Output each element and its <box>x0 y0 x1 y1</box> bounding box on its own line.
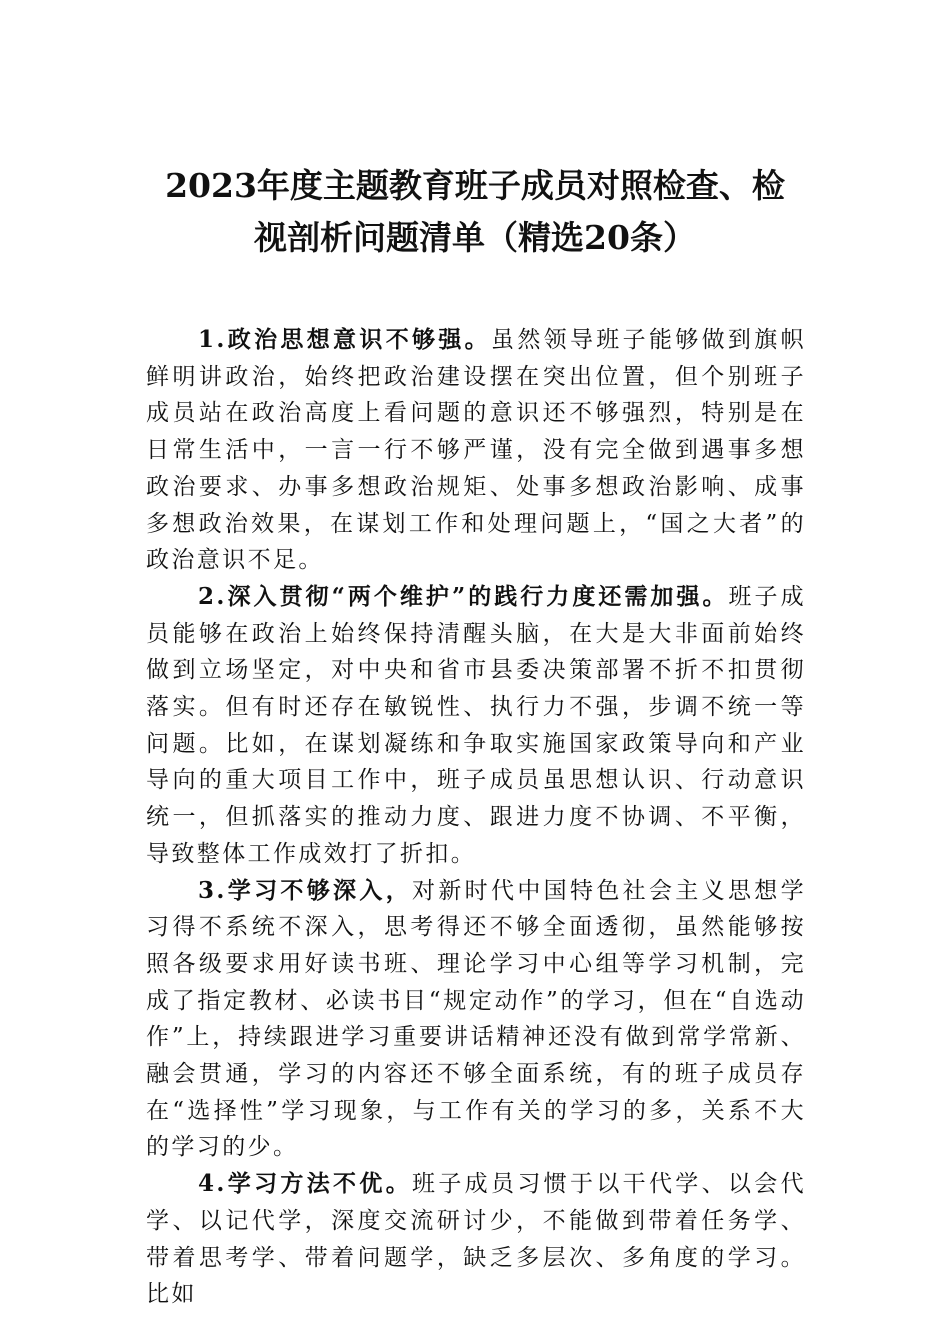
paragraph-1 <box>146 322 806 579</box>
paragraph-text: 虽然领导班子能够做到旗帜鲜明讲政治，始终把政治建设摆在突出位置，但个别班子成员站在政治高度上看问题的意识还不够强烈，特别是在日常生活中，一言一行不够严谨，没有完全做到遇事多想政治要求、办事多想政治规矩、处事多想政治影响、成事多想政治效果，在谋划工作和处理问题上，“国之大者”的政治意识不足。 <box>146 327 806 574</box>
paragraph-lead: 2.深入贯彻“两个维护”的践行力度还需加强。 <box>198 582 729 610</box>
title-line-1: 2023年度主题教育班子成员对照检查、检 <box>165 166 785 205</box>
paragraph-lead: 3.学习不够深入， <box>198 876 413 904</box>
paragraph-4 <box>146 1166 806 1313</box>
document-title <box>140 160 810 264</box>
paragraph-text: 班子成员能够在政治上始终保持清醒头脑，在大是大非面前始终做到立场坚定，对中央和省市县委决策部署不折不扣贯彻落实。但有时还存在敏锐性、执行力不强，步调不统一等问题。比如，在谋划凝练和争取实施国家政策导向和产业导向的重大项目工作中，班子成员虽思想认识、行动意识统一，但抓落实的推动力度、跟进力度不协调、不平衡，导致整体工作成效打了折扣。 <box>146 583 806 867</box>
paragraph-text: 对新时代中国特色社会主义思想学习得不系统不深入，思考得还不够全面透彻，虽然能够按照各级要求用好读书班、理论学习中心组等学习机制，完成了指定教材、必读书目“规定动作”的学习，但在“自选动作”上，持续跟进学习重要讲话精神还没有做到常学常新、融会贯通，学习的内容还不够全面系统，有的班子成员存在“选择性”学习现象，与工作有关的学习的多，关系不大的学习的少。 <box>146 877 806 1161</box>
paragraph-text: 班子成员习惯于以干代学、以会代学、以记代学，深度交流研讨少，不能做到带着任务学、带着思考学、带着问题学，缺乏多层次、多角度的学习。比如 <box>146 1171 806 1308</box>
paragraph-3 <box>146 873 806 1167</box>
document-body <box>146 322 806 1313</box>
paragraph-2 <box>146 579 806 873</box>
paragraph-lead: 4.学习方法不优。 <box>198 1170 413 1198</box>
paragraph-lead: 1.政治思想意识不够强。 <box>198 326 491 353</box>
title-line-2: 视剖析问题清单（精选20条） <box>254 218 696 257</box>
